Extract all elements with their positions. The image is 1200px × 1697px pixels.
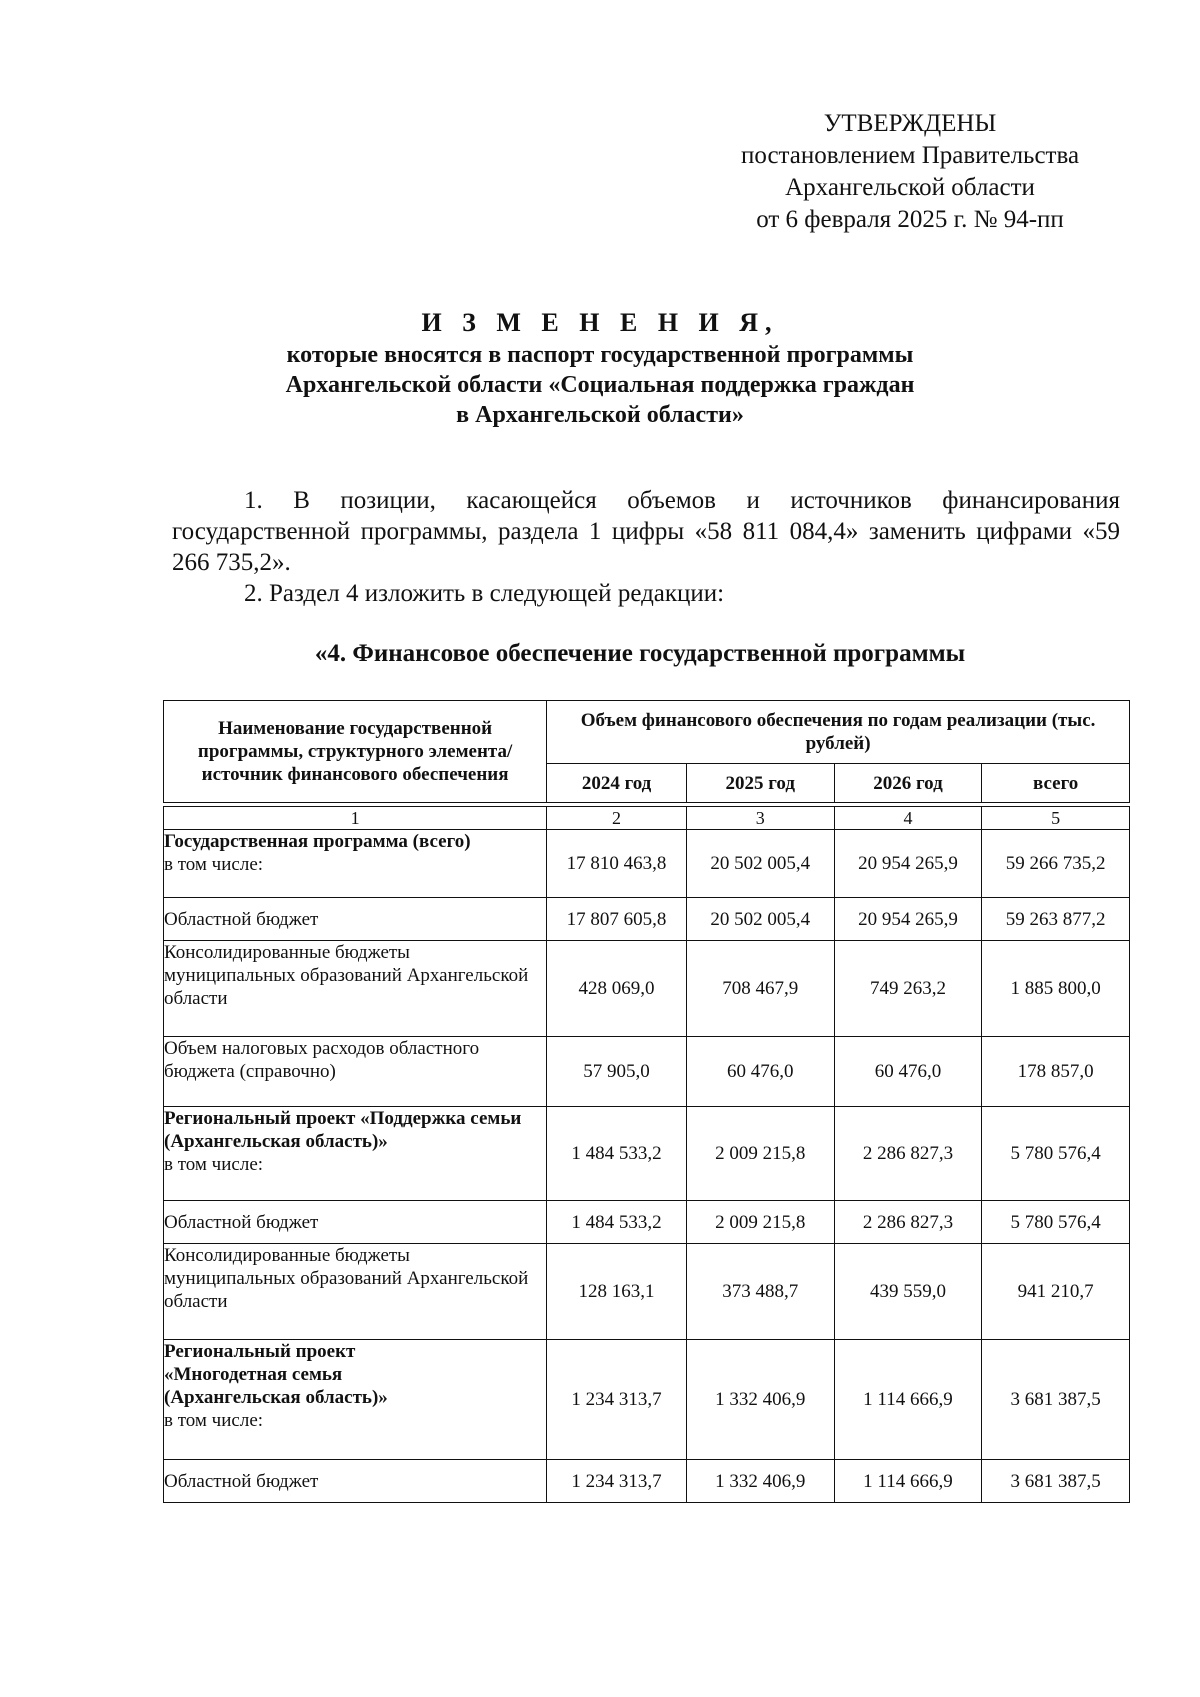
header-year-2026: 2026 год [834, 764, 982, 803]
value-total: 941 210,7 [982, 1244, 1130, 1340]
value-2024: 17 807 605,8 [547, 898, 687, 941]
row-name: Областной бюджет [164, 898, 547, 941]
row-note: в том числе: [164, 1154, 264, 1175]
value-2024: 1 484 533,2 [547, 1107, 687, 1201]
value-2025: 373 488,7 [686, 1244, 834, 1340]
document-heading [160, 308, 1040, 430]
value-2024: 57 905,0 [547, 1037, 687, 1107]
section-heading: «4. Финансовое обеспечение государственной программы [314, 640, 966, 667]
value-2026: 439 559,0 [834, 1244, 982, 1340]
approval-date: от 6 февраля 2025 г. № 94-пп [756, 206, 1064, 233]
approval-stamp [700, 108, 1120, 236]
approval-region: Архангельской области [785, 174, 1035, 201]
value-total: 178 857,0 [982, 1037, 1130, 1107]
value-2026: 60 476,0 [834, 1037, 982, 1107]
table-row [164, 1244, 1130, 1340]
table-row [164, 941, 1130, 1037]
value-2026: 2 286 827,3 [834, 1201, 982, 1244]
row-name: Консолидированные бюджеты муниципальных образований Архангельской области [164, 941, 547, 1037]
value-total: 59 266 735,2 [982, 830, 1130, 898]
approval-title: УТВЕРЖДЕНЫ [823, 110, 997, 137]
table-row [164, 830, 1130, 898]
table-row [164, 1460, 1130, 1503]
value-2026: 749 263,2 [834, 941, 982, 1037]
value-2026: 20 954 265,9 [834, 830, 982, 898]
table-row [164, 1201, 1130, 1244]
value-total: 1 885 800,0 [982, 941, 1130, 1037]
value-total: 5 780 576,4 [982, 1107, 1130, 1201]
value-2025: 2 009 215,8 [686, 1107, 834, 1201]
value-2025: 60 476,0 [686, 1037, 834, 1107]
column-numbers-row [164, 807, 1130, 830]
paragraph-1: 1. В позиции, касающейся объемов и источников финансирования государственной программы, раздела 1 цифры «58 811 084,4» заменить цифрами «59 266 735,2». [172, 487, 1120, 576]
document-subtitle-line-2: Архангельской области «Социальная поддержка граждан [285, 372, 915, 398]
row-name-cell [164, 1107, 547, 1201]
paragraph-2: 2. Раздел 4 изложить в следующей редакции: [244, 580, 725, 607]
row-name: Государственная программа (всего) [164, 831, 471, 852]
value-total: 5 780 576,4 [982, 1201, 1130, 1244]
header-name-column: Наименование государственной программы, структурного элемента/источник финансового обеспечения [164, 701, 547, 803]
row-name: Консолидированные бюджеты муниципальных образований Архангельской области [164, 1244, 547, 1340]
table-row [164, 1037, 1130, 1107]
value-2024: 1 484 533,2 [547, 1201, 687, 1244]
header-volume: Объем финансового обеспечения по годам реализации (тыс. рублей) [547, 701, 1130, 764]
document-subtitle-line-3: в Архангельской области» [456, 402, 744, 428]
row-name: Региональный проект «Поддержка семьи (Архангельская область)» [164, 1108, 522, 1152]
row-name-cell [164, 830, 547, 898]
row-name: Региональный проект «Многодетная семья (Архангельская область)» [164, 1341, 388, 1408]
table-row [164, 1107, 1130, 1201]
column-number: 5 [982, 807, 1130, 830]
row-name-cell [164, 1340, 547, 1460]
row-name: Областной бюджет [164, 1201, 547, 1244]
row-note: в том числе: [164, 1410, 264, 1431]
row-name: Объем налоговых расходов областного бюджета (справочно) [164, 1037, 547, 1107]
value-2025: 1 332 406,9 [686, 1460, 834, 1503]
header-total: всего [982, 764, 1130, 803]
finance-table [163, 700, 1130, 1503]
value-2024: 1 234 313,7 [547, 1460, 687, 1503]
value-total: 59 263 877,2 [982, 898, 1130, 941]
value-2024: 128 163,1 [547, 1244, 687, 1340]
value-2025: 1 332 406,9 [686, 1340, 834, 1460]
header-year-2025: 2025 год [686, 764, 834, 803]
approval-decree: постановлением Правительства [740, 142, 1080, 169]
column-number: 2 [547, 807, 687, 830]
column-number: 4 [834, 807, 982, 830]
document-title: И З М Е Н Е Н И Я, [421, 308, 779, 337]
table-row [164, 898, 1130, 941]
value-2024: 1 234 313,7 [547, 1340, 687, 1460]
document-body [172, 485, 1120, 609]
column-number: 3 [686, 807, 834, 830]
value-2025: 20 502 005,4 [686, 898, 834, 941]
value-2025: 20 502 005,4 [686, 830, 834, 898]
value-2026: 20 954 265,9 [834, 898, 982, 941]
value-2026: 1 114 666,9 [834, 1460, 982, 1503]
table-row [164, 1340, 1130, 1460]
value-total: 3 681 387,5 [982, 1340, 1130, 1460]
header-year-2024: 2024 год [547, 764, 687, 803]
value-2025: 708 467,9 [686, 941, 834, 1037]
value-2026: 1 114 666,9 [834, 1340, 982, 1460]
document-subtitle-line-1: которые вносятся в паспорт государственной программы [286, 342, 914, 368]
column-number: 1 [164, 807, 547, 830]
value-total: 3 681 387,5 [982, 1460, 1130, 1503]
row-note: в том числе: [164, 854, 264, 875]
value-2024: 17 810 463,8 [547, 830, 687, 898]
row-name: Областной бюджет [164, 1460, 547, 1503]
value-2026: 2 286 827,3 [834, 1107, 982, 1201]
value-2024: 428 069,0 [547, 941, 687, 1037]
value-2025: 2 009 215,8 [686, 1201, 834, 1244]
